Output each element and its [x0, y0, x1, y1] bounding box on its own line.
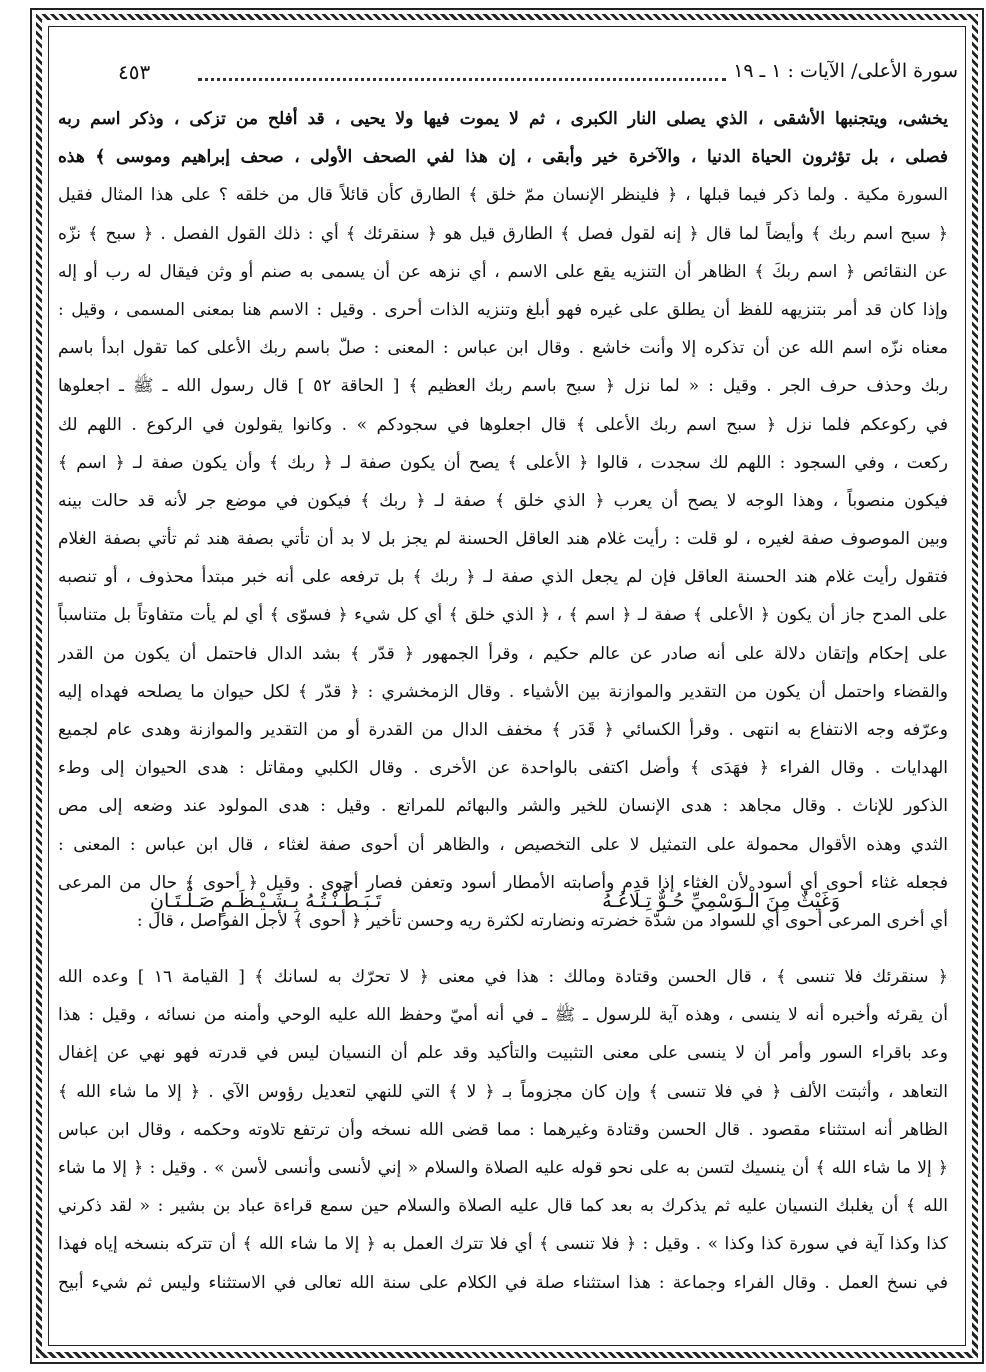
- text-line: يخشى، ويتجنبها الأشقى ، الذي يصلى النار الكبرى ، ثم لا يموت فيها ولا يحيى ، قد أفلح من تزكى ، وذكر اسم ربه: [58, 109, 948, 129]
- text-line: الثدي وهذه الأقوال محمولة على التمثيل لا على التخصيص ، والظاهر أن أحوى صفة لغثاء ، قال ابن عباس : المعنى :: [58, 834, 948, 855]
- text-line: عن النقائص ﴿ اسم ربكَ ﴾ الظاهر أن التنزيه يقع على الاسم ، أي نزهه عن أن يسمى به صنم أو وثن فيقال له رب أو إله: [58, 261, 948, 282]
- commentary-block-2: [58, 958, 948, 1302]
- text-line: على إحكام وإتقان دلالة على أنه صادر عن عالم حكيم ، وقرأ الجمهور ﴿ قدّر ﴾ بشد الدال فاحتمل أن يكون من القدر: [58, 643, 948, 664]
- text-line: الهدايات . وقال الفراء ﴿ فهَدَى ﴾ وأضل اكتفى بالواحدة عن الأخرى . وقال الكلبي ومقاتل : هدى الحيوان إلى وطء: [58, 758, 948, 779]
- text-line: فصلى ، بل تؤثرون الحياة الدنيا ، والآخرة خير وأبقى ، إن هذا لفي الصحف الأولى ، صحف إبراهيم وموسى ﴾ هذه: [58, 147, 948, 168]
- text-line: فجعله غثاء أحوى أي أسود لأن الغثاء إذا قدم وأصابته الأمطار أسود وتعفن فصار أحوى . وقيل ﴿ أحوى ﴾ حال من المرعى: [58, 872, 948, 893]
- verse-second-hemistich: تَـبَـطَّـنْـتُـهُ بِـشَـيْـظَـمٍ صَـلْـتَـانِ: [150, 890, 382, 912]
- poetry-verse: [150, 890, 840, 930]
- commentary-block-1: [58, 100, 948, 940]
- text-line: ربك وحذف حرف الجر . وقيل : « لما نزل ﴿ سبح باسم ربك العظيم ﴾ [ الحاقة ٥٢ ] قال رسول الله ـ ﷺ ـ اجعلوها: [58, 376, 948, 397]
- text-line: وإذا كان قد أمر بتنزيهه للفظ أن يطلق على غيره فهو أبلغ وتنزيه الذات أحرى . وقيل : الاسم هنا بمعنى المسمى ، وقيل :: [58, 299, 948, 320]
- running-header: [118, 60, 958, 94]
- text-line: ركعت ، وفي السجود : اللهم لك سجدت ، قالوا ﴿ الأعلى ﴾ يصح أن يكون صفة لـ ﴿ ربك ﴾ وأن يكون صفة لـ ﴿ اسم ﴾: [58, 452, 948, 473]
- text-line: وبين الموصوف صفة لغيره ، لو قلت : رأيت غلام هند العاقل الحسنة لم يجز بل لا بد أن تأتي بصفة هند ثم تأتي بصفة الغلام: [58, 529, 948, 550]
- text-line: وعد باقراء السور وأمر أن لا ينسى على معنى التثبيت والتأكيد وقد علم أن النسيان ليس في قدرته فهو نهي عن إغفال: [58, 1043, 948, 1064]
- text-line: في نسخ العمل . وقال الفراء وجماعة : هذا استثناء صلة في الكلام على سنة الله تعالى في الاستثناء وليس ثم شيء أبيح: [58, 1272, 948, 1293]
- text-line: كذا وكذا آية في سورة كذا وكذا » . وقيل : ﴿ فلا تنسى ﴾ أي فلا تترك العمل به ﴿ إلا ما شاء الله ﴾ أن تتركه بنسخه إياه فهذا: [58, 1234, 948, 1255]
- page-number: ٤٥٣: [118, 60, 151, 84]
- text-line: السورة مكية . ولما ذكر فيما قبلها ، ﴿ فلينظر الإنسان ممّ خلق ﴾ الطارق كأن قائلاً قال من خلقه ؟ على هذا المثال فقيل: [58, 185, 948, 206]
- text-line: معناه نزّه اسم الله عن أن تذكره إلا وأنت خاشع . وقال ابن عباس : المعنى : صلّ باسم ربك الأعلى كما تقول ابدأ باسم: [58, 338, 948, 359]
- surah-title: سورة الأعلى/ الآيات : ١ ـ ١٩: [733, 60, 958, 82]
- text-line: ﴿ سنقرئك فلا تنسى ﴾ ، قال الحسن وقتادة ومالك : هذا في معنى ﴿ لا تحرّك به لسانك ﴾ [ القيامة ١٦ ] وعده الله: [58, 967, 948, 987]
- text-line: الذكور للإناث . وقال مجاهد : هدى الإنسان للخير والشر والبهائم للمراتع . وقيل : هدى المولود عند وضعه إلى مص: [58, 796, 948, 817]
- text-line: فتقول رأيت غلام هند الحسنة العاقل فإن لم يجعل الذي صفة لـ ﴿ ربك ﴾ بل ترفعه على أنه خبر مبتدأ محذوف ، أو تنصبه: [58, 567, 948, 588]
- text-line: والقضاء واحتمل أن يكون من التقدير والموازنة بين الأشياء . وقال الزمخشري : ﴿ قدّر ﴾ لكل حيوان ما يصلحه فهداه إليه: [58, 681, 948, 702]
- text-line: ﴿ سبح اسم ربك ﴾ وأيضاً لما قال ﴿ إنه لقول فصل ﴾ الطارق قيل هو ﴿ سنقرئك ﴾ أي : ذلك القول الفصل . ﴿ سبح ﴾ نزّه: [58, 223, 948, 244]
- text-line: على المدح جاز أن يكون ﴿ الأعلى ﴾ صفة لـ ﴿ اسم ﴾ ، ﴿ الذي خلق ﴾ أي كل شيء ﴿ فسوّى ﴾ أي لم يأت متفاوتاً بل متناسباً: [58, 605, 948, 626]
- text-line: فيكون منصوباً ، وهذا الوجه لا يصح أن يعرب ﴿ الذي خلق ﴾ صفة لـ ﴿ ربك ﴾ فيكون في موضع جر لأنه قد حالت بينه: [58, 490, 948, 511]
- text-line: وعرّفه وجه الانتفاع به انتهى . وقرأ الكسائي ﴿ قَدَر ﴾ مخفف الدال من القدرة أو من التقدير والموازنة وهدى عام لجميع: [58, 720, 948, 740]
- verse-first-hemistich: وَغَيْثٌ مِنَ الْـوَسْمِيِّ حُـوٌّ تِـلَاعُـهُ: [602, 890, 840, 912]
- text-line: في ركوعكم فلما نزل ﴿ سبح اسم ربك الأعلى ﴾ قال اجعلوها في سجودكم » . وكانوا يقولون في الركوع . اللهم لك: [58, 414, 948, 435]
- text-line: التعاهد ، وأثبتت الألف ﴿ في فلا تنسى ﴾ وإن كان مجزوماً بـ ﴿ لا ﴾ التي للنهي لتعديل رؤوس الآي . ﴿ إلا ما شاء الله ﴾: [58, 1081, 948, 1102]
- text-line: أي أخرى المرعى أحوى أي للسواد من شدّة خضرته ونضارته لكثرة ريه وحسن تأخير ﴿ أحوى ﴾ لأجل الفواصل ، قال :: [136, 910, 948, 931]
- text-line: ﴿ إلا ما شاء الله ﴾ أن ينسيك لتسن به على نحو قوله عليه الصلاة والسلام « إني لأنسى وأنسى لأسن » . وقيل : ﴿ إلا ما شاء: [58, 1157, 948, 1178]
- text-line: الظاهر أنه استثناء مقصود . قال الحسن وقتادة وغيرهما : مما قضى الله نسخه وأن ترتفع تلاوته وحكمه ، وقال ابن عباس: [58, 1119, 948, 1140]
- header-dot-leader: [198, 78, 726, 81]
- text-line: أن يقرئه وأخبره أنه لا ينسى ، وهذه آية للرسول ـ ﷺ ـ في أنه أميّ وحفظ الله عليه الوحي وأمنه من نسائه ، وقيل : هذا: [58, 1005, 948, 1026]
- text-line: الله ﴾ أن يغلبك النسيان عليه ثم يذكرك به بعد كما قال عليه الصلاة والسلام حين سمع قراءة عباد بن بشير : « لقد ذكرني: [58, 1196, 948, 1217]
